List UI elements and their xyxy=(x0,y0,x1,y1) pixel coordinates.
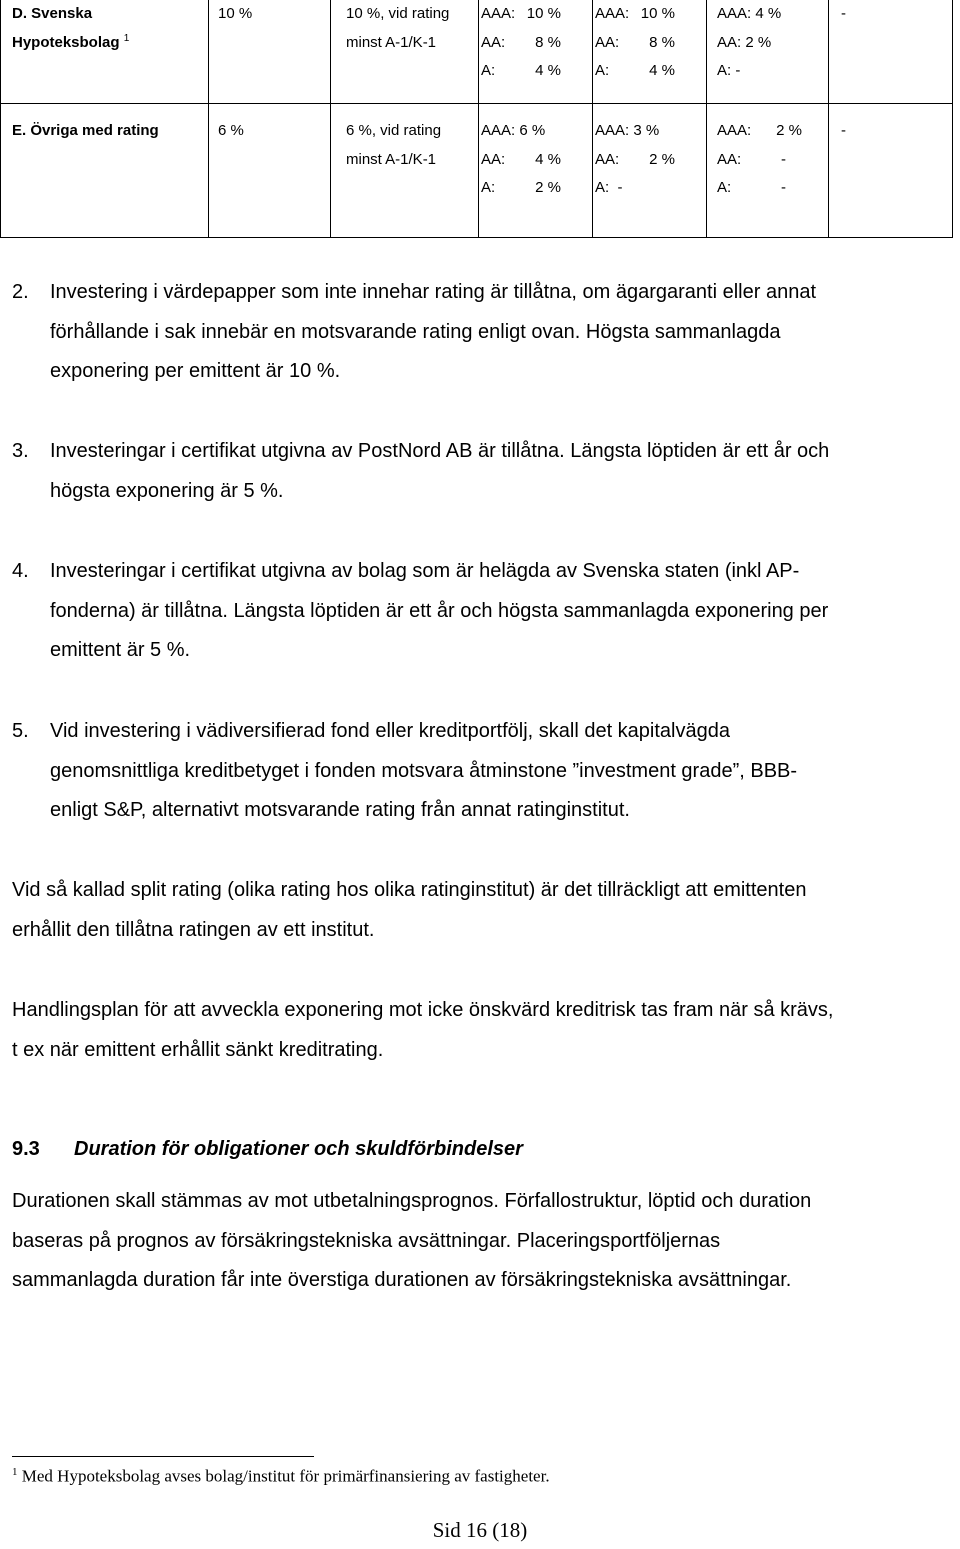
table-divider xyxy=(478,0,479,238)
row-d-label xyxy=(12,0,129,57)
row-e-per-issuer xyxy=(346,117,441,174)
row-e-col6 xyxy=(841,117,846,146)
cell-line: AAA: 3 % xyxy=(595,122,660,139)
paragraph-line: Handlingsplan för att avveckla exponering mot icke önskvärd kreditrisk tas fram när så krävs, xyxy=(12,999,834,1021)
table-divider xyxy=(592,0,593,238)
row-d-col4 xyxy=(595,0,675,86)
table-border-right xyxy=(952,0,953,238)
cell-line: AA: 2 % xyxy=(717,33,772,51)
row-e-col3 xyxy=(481,117,561,203)
item-line: enligt S&P, alternativt motsvarande rating från annat ratinginstitut. xyxy=(50,799,630,821)
cell-line: A: 2 % xyxy=(481,179,561,196)
cell-line: AA: 8 % xyxy=(595,33,675,51)
page-number: Sid 16 (18) xyxy=(432,1518,528,1542)
duration-paragraph xyxy=(12,1182,811,1301)
row-d-total xyxy=(218,0,252,29)
row-d-per-issuer xyxy=(346,0,449,57)
item-number: 5. xyxy=(12,720,29,742)
item-line: emittent är 5 %. xyxy=(50,639,191,661)
row-e-label xyxy=(12,117,159,146)
item-number: 3. xyxy=(12,440,29,462)
section-heading xyxy=(12,1138,523,1161)
item-number: 2. xyxy=(12,281,29,303)
item-line: Vid investering i vädiversifierad fond eller kreditportfölj, skall det kapitalvägda xyxy=(50,720,730,742)
section-title: Duration för obligationer och skuldförbindelser xyxy=(74,1138,523,1160)
row-d-total-value: 10 % xyxy=(218,5,253,22)
cell-line: A: - xyxy=(717,179,786,196)
cell-line: A: - xyxy=(595,179,623,196)
rating-limits-table xyxy=(0,0,953,238)
row-d-col6 xyxy=(841,0,846,29)
paragraph-line: baseras på prognos av försäkringstekniska avsättningar. Placeringsportföljernas xyxy=(12,1229,721,1252)
cell-line: - xyxy=(841,122,846,139)
item-line: Investeringar i certifikat utgivna av bolag som är helägda av Svenska staten (inkl AP- xyxy=(50,560,800,582)
row-e-col5 xyxy=(717,117,802,203)
table-divider xyxy=(828,0,829,238)
footnote-ref: 1 xyxy=(123,32,130,44)
table-divider xyxy=(208,0,209,238)
footnote-marker: 1 xyxy=(12,1466,18,1478)
row-d-per-issuer-line: 10 %, vid rating xyxy=(346,5,450,22)
row-e-per-issuer-line: minst A-1/K-1 xyxy=(346,150,437,168)
table-divider xyxy=(330,0,331,238)
row-e-per-issuer-line: 6 %, vid rating xyxy=(346,122,442,139)
item-line: exponering per emittent är 10 %. xyxy=(50,360,341,382)
row-e-total-value: 6 % xyxy=(218,122,244,139)
row-d-col5 xyxy=(717,0,781,86)
table-border-bottom xyxy=(0,237,953,238)
table-border-left xyxy=(0,0,1,238)
split-rating-paragraph xyxy=(12,871,806,950)
row-e-total xyxy=(218,117,244,146)
item-line: Investering i värdepapper som inte innehar rating är tillåtna, om ägargaranti eller annat xyxy=(50,281,816,303)
item-line: högsta exponering är 5 %. xyxy=(50,479,284,502)
cell-line: A: 4 % xyxy=(595,62,675,79)
cell-line: - xyxy=(841,5,846,22)
section-number: 9.3 xyxy=(12,1138,40,1160)
paragraph-line: Durationen skall stämmas av mot utbetalningsprognos. Förfallostruktur, löptid och duration xyxy=(12,1190,812,1212)
table-row-divider xyxy=(0,103,953,104)
item-line: Investeringar i certifikat utgivna av PostNord AB är tillåtna. Längsta löptiden är ett år och xyxy=(50,440,830,462)
row-e-col4 xyxy=(595,117,675,203)
paragraph-line: erhållit den tillåtna ratingen av ett institut. xyxy=(12,918,375,941)
row-d-label-line: Hypoteksbolag xyxy=(12,33,120,51)
cell-line: A: - xyxy=(717,62,741,79)
table-divider xyxy=(706,0,707,238)
cell-line: AA: 4 % xyxy=(481,150,561,168)
footnote-separator xyxy=(12,1456,314,1457)
paragraph-line: sammanlagda duration får inte överstiga durationen av försäkringstekniska avsättningar. xyxy=(12,1269,792,1291)
footnote-text: Med Hypoteksbolag avses bolag/institut för primärfinansiering av fastigheter. xyxy=(17,1466,550,1486)
cell-line: AAA: 10 % xyxy=(481,5,561,22)
cell-line: AAA: 6 % xyxy=(481,122,546,139)
cell-line: AA: - xyxy=(717,150,786,168)
footnote xyxy=(12,1466,550,1487)
row-d-col3 xyxy=(481,0,561,86)
row-d-label-line: D. Svenska xyxy=(12,5,93,22)
item-line: genomsnittliga kreditbetyget i fonden motsvara åtminstone ”investment grade”, BBB- xyxy=(50,759,798,782)
cell-line: AAA: 4 % xyxy=(717,5,782,22)
cell-line: AA: 2 % xyxy=(595,150,675,168)
cell-line: A: 4 % xyxy=(481,62,561,79)
row-d-per-issuer-line: minst A-1/K-1 xyxy=(346,33,437,51)
action-plan-paragraph xyxy=(12,991,833,1070)
cell-line: AAA: 10 % xyxy=(595,5,675,22)
item-line: förhållande i sak innebär en motsvarande rating enligt ovan. Högsta sammanlagda xyxy=(50,320,781,343)
cell-line: AAA: 2 % xyxy=(717,122,802,139)
paragraph-line: Vid så kallad split rating (olika rating hos olika ratinginstitut) är det tillräckligt att emittenten xyxy=(12,879,807,901)
item-number: 4. xyxy=(12,560,29,582)
paragraph-line: t ex när emittent erhållit sänkt kreditrating. xyxy=(12,1038,384,1061)
row-e-label-line: E. Övriga med rating xyxy=(12,122,159,139)
cell-line: AA: 8 % xyxy=(481,33,561,51)
item-line: fonderna) är tillåtna. Längsta löptiden är ett år och högsta sammanlagda exponering per xyxy=(50,599,829,622)
